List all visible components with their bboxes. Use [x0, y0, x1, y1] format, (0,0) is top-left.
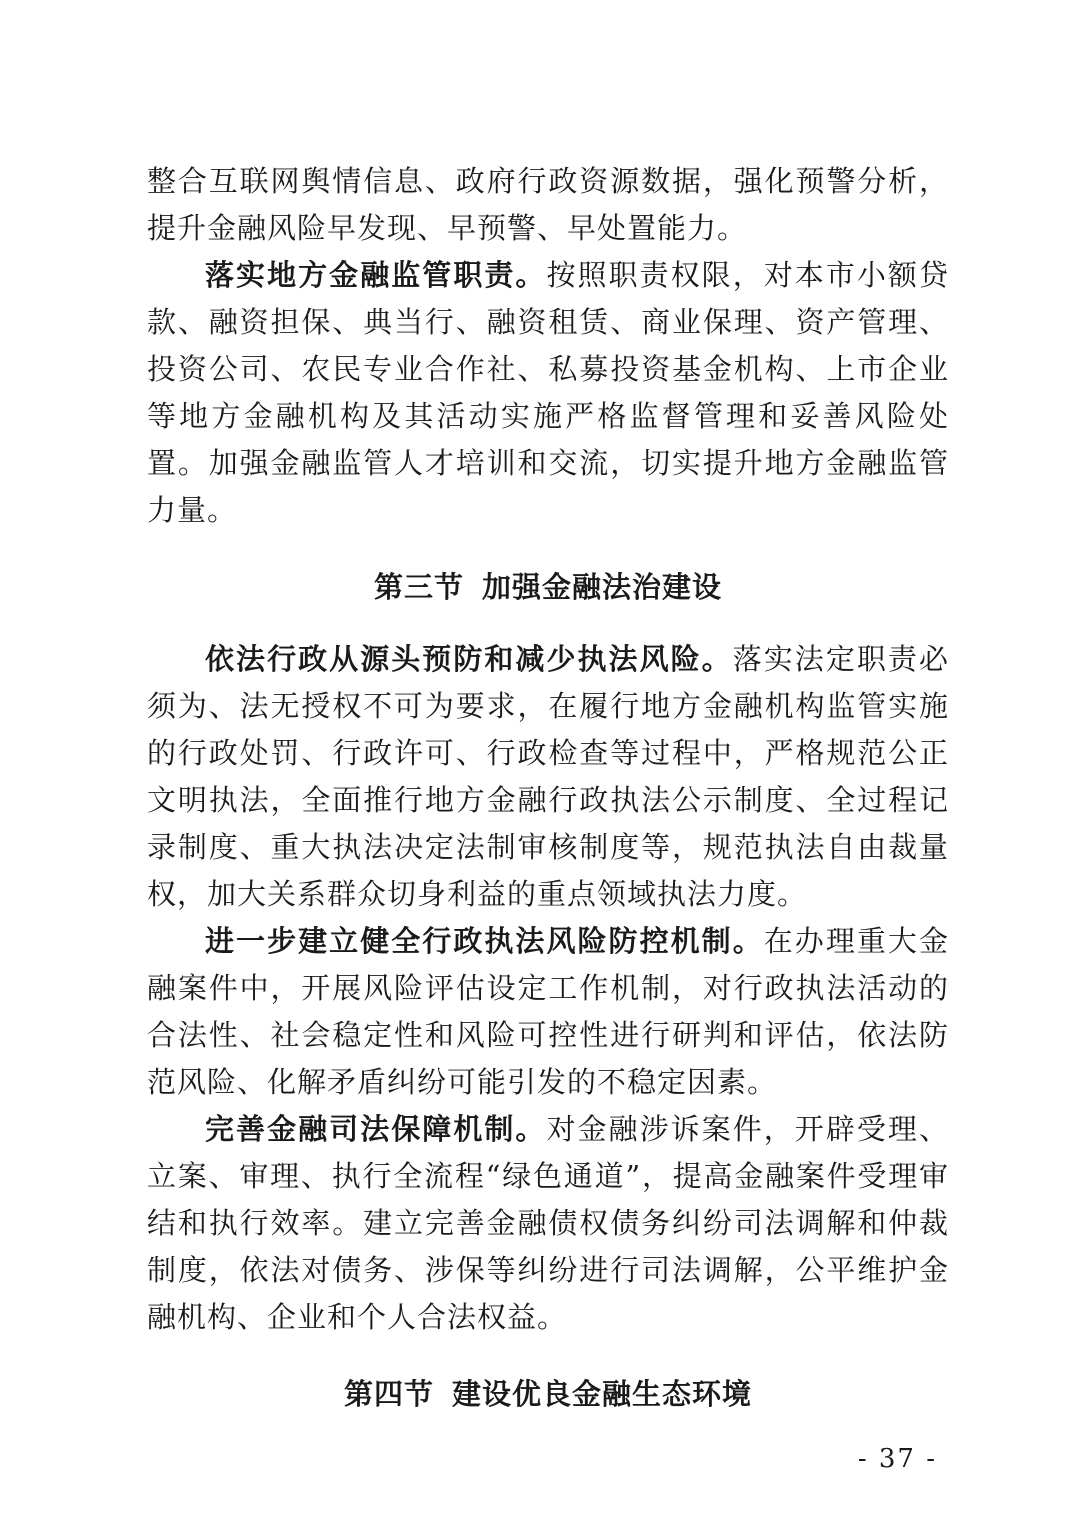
section-number: 第四节: [343, 1377, 434, 1411]
paragraph-text: 落实法定职责必须为、法无授权不可为要求，在履行地方金融机构监管实施的行政处罚、行政许可、行政检查等过程中，严格规范公正文明执法，全面推行地方金融行政执法公示制度、全过程记录制度、重大执法决定法制审核制度等，规范执法自由裁量权，加大关系群众切身利益的重点领域执法力度。: [147, 642, 949, 911]
page-number: - 37 -: [857, 1444, 937, 1474]
section-number: 第三节: [373, 570, 464, 604]
paragraph-lead: 进一步建立健全行政执法风险防控机制。: [205, 924, 764, 958]
paragraph-lead: 落实地方金融监管职责。: [205, 258, 547, 292]
section-title: 加强金融法治建设: [482, 570, 723, 604]
section-heading-4: [147, 1371, 949, 1418]
paragraph-continuation: [147, 158, 949, 252]
paragraph-judicial-guarantee: [147, 1106, 949, 1341]
paragraph-lead: 依法行政从源头预防和减少执法风险。: [205, 642, 733, 676]
paragraph-risk-control: [147, 918, 949, 1106]
paragraph-local-supervision: [147, 252, 949, 534]
paragraph-text: 按照职责权限，对本市小额贷款、融资担保、典当行、融资租赁、商业保理、资产管理、投资公司、农民专业合作社、私募投资基金机构、上市企业等地方金融机构及其活动实施严格监督管理和妥善风险处置。加强金融监管人才培训和交流，切实提升地方金融监管力量。: [147, 258, 949, 527]
paragraph-text: 在办理重大金融案件中，开展风险评估设定工作机制，对行政执法活动的合法性、社会稳定性和风险可控性进行研判和评估，依法防范风险、化解矛盾纠纷可能引发的不稳定因素。: [147, 924, 949, 1099]
paragraph-law-enforcement: [147, 636, 949, 918]
paragraph-lead: 完善金融司法保障机制。: [205, 1112, 547, 1146]
section-title: 建设优良金融生态环境: [452, 1377, 753, 1411]
section-heading-3: [147, 564, 949, 611]
document-page: [147, 158, 949, 1418]
paragraph-text: 对金融涉诉案件，开辟受理、立案、审理、执行全流程“绿色通道”，提高金融案件受理审结和执行效率。建立完善金融债权债务纠纷司法调解和仲裁制度，依法对债务、涉保等纠纷进行司法调解，公平维护金融机构、企业和个人合法权益。: [147, 1112, 949, 1334]
paragraph-text: 整合互联网舆情信息、政府行政资源数据，强化预警分析，提升金融风险早发现、早预警、早处置能力。: [147, 164, 949, 245]
